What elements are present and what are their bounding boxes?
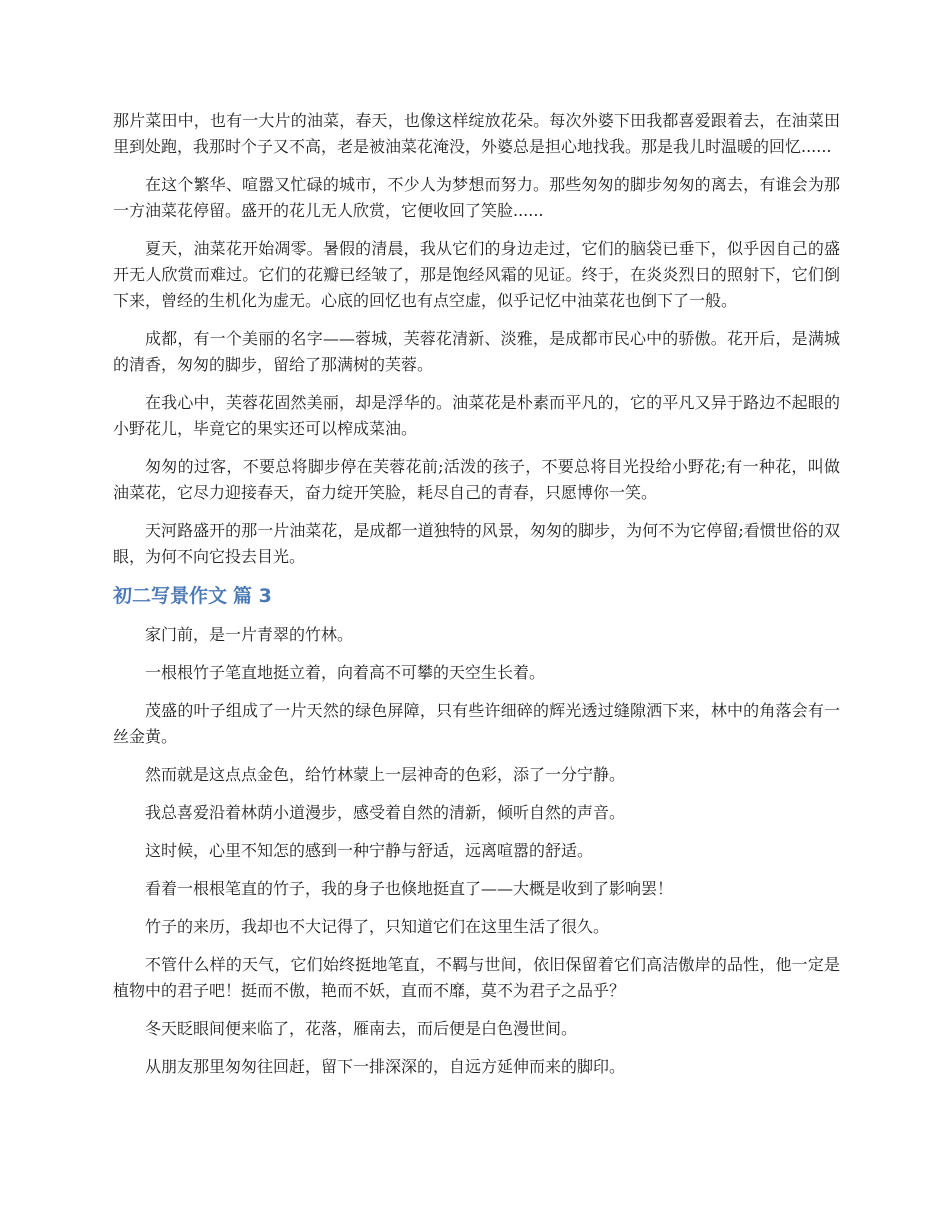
paragraph: 从朋友那里匆匆往回赶，留下一排深深的，自远方延伸而来的脚印。	[145, 1057, 626, 1076]
paragraph: 然而就是这点点金色，给竹林蒙上一层神奇的色彩，添了一分宁静。	[145, 765, 626, 784]
paragraph: 在我心中，芙蓉花固然美丽，却是浮华的。油菜花是朴素而平凡的，它的平凡又异于路边不起眼的小野花儿，毕竟它的果实还可以榨成菜油。	[113, 393, 840, 438]
heading-title: 初二写景作文	[113, 585, 228, 607]
paragraph: 看着一根根笔直的竹子，我的身子也倏地挺直了——大概是收到了影响罢！	[145, 879, 674, 898]
paragraph: 茂盛的叶子组成了一片天然的绿色屏障，只有些许细碎的辉光透过缝隙洒下来，林中的角落会有一丝金黄。	[113, 701, 840, 746]
paragraph: 夏天，油菜花开始凋零。暑假的清晨，我从它们的身边走过，它们的脑袋已垂下，似乎因自己的盛开无人欣赏而难过。它们的花瓣已经皱了，那是饱经风霜的见证。终于，在炎炎烈日的照射下，它们倒下来，曾经的生机化为虚无。心底的回忆也有点空虚，似乎记忆中油菜花也倒下了一般。	[113, 239, 840, 310]
paragraph: 那片菜田中，也有一大片的油菜，春天，也像这样绽放花朵。每次外婆下田我都喜爱跟着去，在油菜田里到处跑，我那时个子又不高，老是被油菜花淹没，外婆总是担心地找我。那是我儿时温暖的回忆......	[113, 111, 840, 156]
essay-section-1	[113, 108, 840, 570]
paragraph: 天河路盛开的那一片油菜花，是成都一道独特的风景，匆匆的脚步，为何不为它停留;看惯世俗的双眼，为何不向它投去目光。	[113, 521, 840, 566]
essay-section-2	[113, 622, 840, 1080]
document-page	[113, 108, 840, 1092]
paragraph: 不管什么样的天气，它们始终挺地笔直，不羁与世间，依旧保留着它们高洁傲岸的品性，他一定是植物中的君子吧！挺而不傲，艳而不妖，直而不靡，莫不为君子之品乎？	[113, 955, 840, 1000]
paragraph: 成都，有一个美丽的名字——蓉城，芙蓉花清新、淡雅，是成都市民心中的骄傲。花开后，是满城的清香，匆匆的脚步，留给了那满树的芙蓉。	[113, 329, 840, 374]
paragraph: 在这个繁华、喧嚣又忙碌的城市，不少人为梦想而努力。那些匆匆的脚步匆匆的离去，有谁会为那一方油菜花停留。盛开的花儿无人欣赏，它便收回了笑脸......	[113, 175, 840, 220]
paragraph: 竹子的来历，我却也不大记得了，只知道它们在这里生活了很久。	[145, 917, 610, 936]
paragraph: 这时候，心里不知怎的感到一种宁静与舒适，远离喧嚣的舒适。	[145, 841, 594, 860]
heading-number: 篇 3	[233, 585, 272, 607]
paragraph: 一根根竹子笔直地挺立着，向着高不可攀的天空生长着。	[145, 663, 546, 682]
section-heading	[113, 582, 840, 610]
paragraph: 我总喜爱沿着林荫小道漫步，感受着自然的清新，倾听自然的声音。	[145, 803, 626, 822]
paragraph: 匆匆的过客，不要总将脚步停在芙蓉花前;活泼的孩子，不要总将目光投给小野花;有一种花，叫做油菜花，它尽力迎接春天，奋力绽开笑脸，耗尽自己的青春，只愿博你一笑。	[113, 457, 840, 502]
paragraph: 家门前，是一片青翠的竹林。	[145, 625, 354, 644]
paragraph: 冬天眨眼间便来临了，花落，雁南去，而后便是白色漫世间。	[145, 1019, 578, 1038]
